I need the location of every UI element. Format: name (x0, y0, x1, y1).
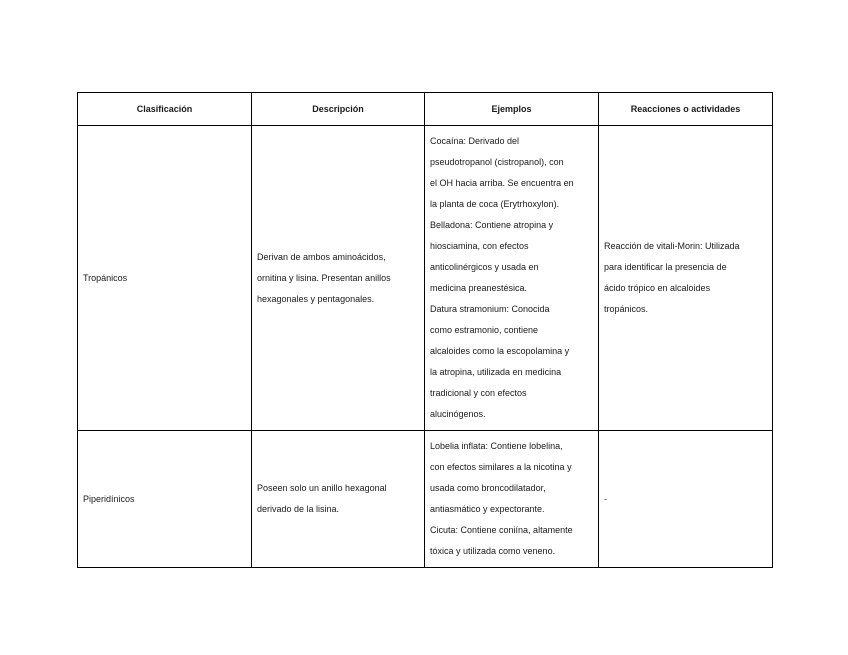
example-line: medicina preanestésica. (430, 283, 528, 293)
example-line: pseudotropanol (cistropanol), con (430, 157, 564, 167)
cell-examples (425, 431, 599, 568)
example-line: usada como broncodilatador, (430, 483, 546, 493)
example-line: el OH hacia arriba. Se encuentra en (430, 178, 574, 188)
example-line: hiosciamina, con efectos (430, 241, 529, 251)
cell-classification: Piperidínicos (78, 431, 252, 568)
description-line: hexagonales y pentagonales. (257, 293, 375, 304)
example-line: la planta de coca (Erytrhoxylon). (430, 199, 560, 209)
table-header-row (78, 93, 773, 126)
reaction-line: para identificar la presencia de (604, 262, 727, 272)
example-line: Cocaína: Derivado del (430, 136, 520, 146)
description-line: Poseen solo un anillo hexagonal (257, 483, 387, 493)
reaction-line: tropánicos. (604, 304, 649, 314)
table-row (78, 431, 773, 568)
example-line: Cicuta: Contiene coniína, altamente (430, 525, 573, 535)
description-line: ornitina y lisina. Presentan anillos (257, 272, 391, 283)
example-line: con efectos similares a la nicotina y (430, 462, 572, 472)
reaction-line: ácido trópico en alcaloides (604, 283, 711, 293)
cell-reactions (599, 126, 773, 431)
description-line: derivado de la lisina. (257, 504, 340, 514)
alkaloid-classification-table (77, 92, 773, 568)
description-line: Derivan de ambos aminoácidos, (257, 251, 386, 262)
header-reactions: Reacciones o actividades (599, 93, 773, 126)
example-line: Belladona: Contiene atropina y (430, 220, 554, 230)
header-examples: Ejemplos (425, 93, 599, 126)
cell-reactions: - (599, 431, 773, 568)
reaction-line: Reacción de vitali-Morin: Utilizada (604, 241, 740, 251)
example-line: la atropina, utilizada en medicina (430, 367, 562, 377)
header-description: Descripción (252, 93, 425, 126)
example-line: antiasmático y expectorante. (430, 504, 545, 514)
example-line: Lobelia inflata: Contiene lobelina, (430, 441, 563, 451)
example-line: Datura stramonium: Conocida (430, 304, 550, 314)
cell-examples (425, 126, 599, 431)
example-line: anticolinérgicos y usada en (430, 262, 539, 272)
example-line: alcaloides como la escopolamina y (430, 346, 570, 356)
cell-description (252, 431, 425, 568)
example-line: como estramonio, contiene (430, 325, 539, 335)
example-line: alucinógenos. (430, 409, 486, 419)
cell-description (252, 126, 425, 431)
example-line: tradicional y con efectos (430, 388, 527, 398)
header-classification: Clasificación (78, 93, 252, 126)
table-row (78, 126, 773, 431)
cell-classification: Tropánicos (78, 126, 252, 431)
example-line: tóxica y utilizada como veneno. (430, 546, 556, 556)
